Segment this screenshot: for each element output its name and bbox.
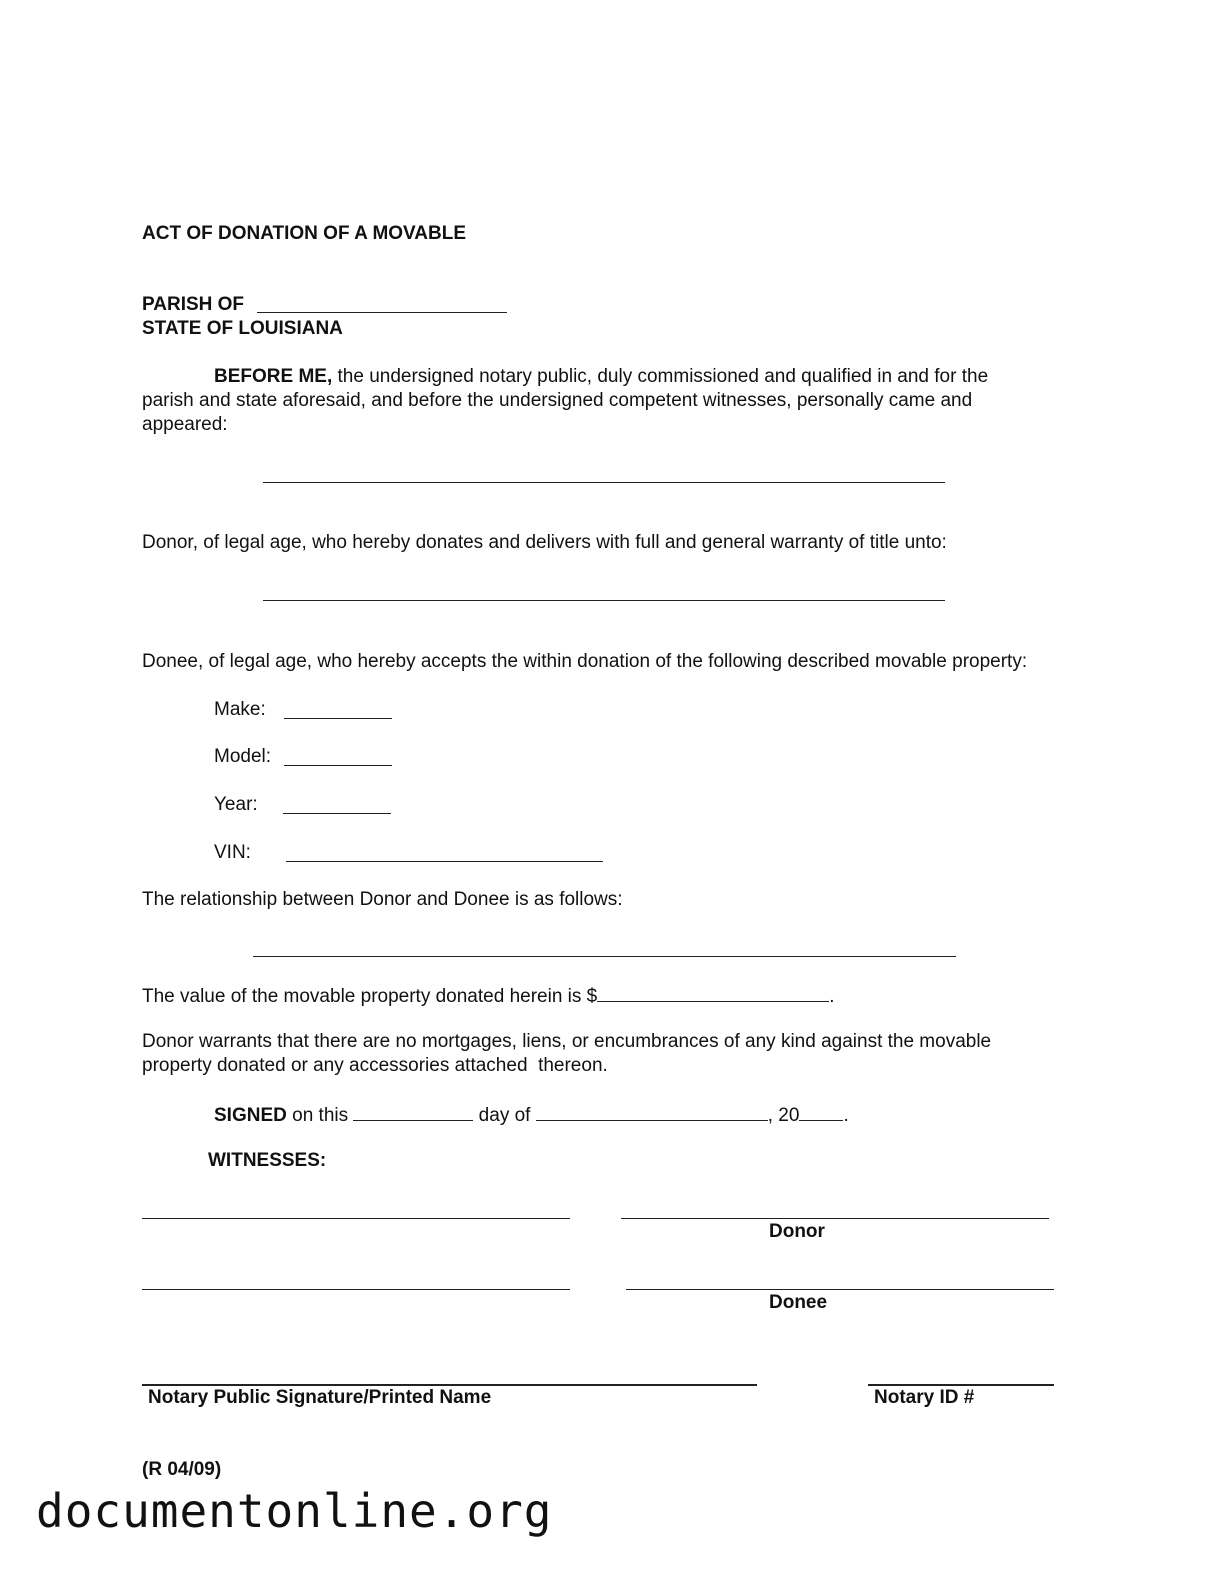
witness-2-signature-field[interactable]: [142, 1289, 570, 1290]
donee-name-field[interactable]: [263, 600, 945, 601]
year-field[interactable]: [283, 813, 391, 814]
donor-signature-field[interactable]: [621, 1218, 1049, 1219]
intro-lead: BEFORE ME,: [214, 366, 333, 387]
document-title: ACT OF DONATION OF A MOVABLE: [142, 223, 467, 244]
donee-signature-field[interactable]: [626, 1289, 1054, 1290]
warranty-line-1: Donor warrants that there are no mortgages, liens, or encumbrances of any kind against the movable: [142, 1031, 992, 1052]
intro-line-2: parish and state aforesaid, and before the undersigned competent witnesses, personally came and: [142, 390, 973, 411]
vin-label: VIN:: [214, 842, 251, 863]
model-field[interactable]: [284, 765, 392, 766]
donor-signature-label: Donor: [769, 1221, 825, 1242]
warranty-line-2: property donated or any accessories attached thereon.: [142, 1055, 608, 1076]
model-label: Model:: [214, 746, 272, 767]
state-label: STATE OF LOUISIANA: [142, 318, 343, 339]
signed-line: [214, 1102, 849, 1128]
signed-day-of: day of: [473, 1105, 536, 1126]
value-field[interactable]: [597, 983, 829, 1002]
make-label: Make:: [214, 699, 266, 720]
donor-clause: Donor, of legal age, who hereby donates and delivers with full and general warranty of title unto:: [142, 532, 947, 553]
donor-name-field[interactable]: [263, 482, 945, 483]
relationship-clause: The relationship between Donor and Donee is as follows:: [142, 889, 623, 910]
signed-lead: SIGNED: [214, 1105, 287, 1126]
donee-clause: Donee, of legal age, who hereby accepts the within donation of the following described movable property:: [142, 651, 1028, 672]
signed-end: .: [843, 1105, 849, 1126]
signed-year-prefix: , 20: [767, 1105, 800, 1126]
notary-signature-label: Notary Public Signature/Printed Name: [148, 1387, 492, 1408]
intro-line-1: [214, 365, 988, 389]
signed-on-this: on this: [286, 1105, 354, 1126]
parish-label: PARISH OF: [142, 294, 245, 315]
parish-field[interactable]: [257, 312, 507, 313]
witness-1-signature-field[interactable]: [142, 1218, 570, 1219]
revision-code: (R 04/09): [142, 1459, 222, 1480]
intro-text-1: the undersigned notary public, duly commissioned and qualified in and for the: [332, 366, 989, 387]
vin-field[interactable]: [286, 861, 603, 862]
signed-year-field[interactable]: [799, 1102, 843, 1121]
value-clause: [142, 983, 835, 1009]
watermark: documentonline.org: [36, 1484, 553, 1538]
relationship-field[interactable]: [253, 956, 956, 957]
year-label: Year:: [214, 794, 258, 815]
value-prefix: The value of the movable property donated herein is $: [142, 986, 598, 1007]
donee-signature-label: Donee: [769, 1292, 828, 1313]
value-suffix: .: [829, 986, 835, 1007]
signed-day-field[interactable]: [353, 1102, 473, 1121]
make-field[interactable]: [284, 718, 392, 719]
intro-line-3: appeared:: [142, 414, 228, 435]
witnesses-label: WITNESSES:: [208, 1150, 327, 1171]
signed-month-field[interactable]: [536, 1102, 768, 1121]
notary-id-label: Notary ID #: [874, 1387, 975, 1408]
